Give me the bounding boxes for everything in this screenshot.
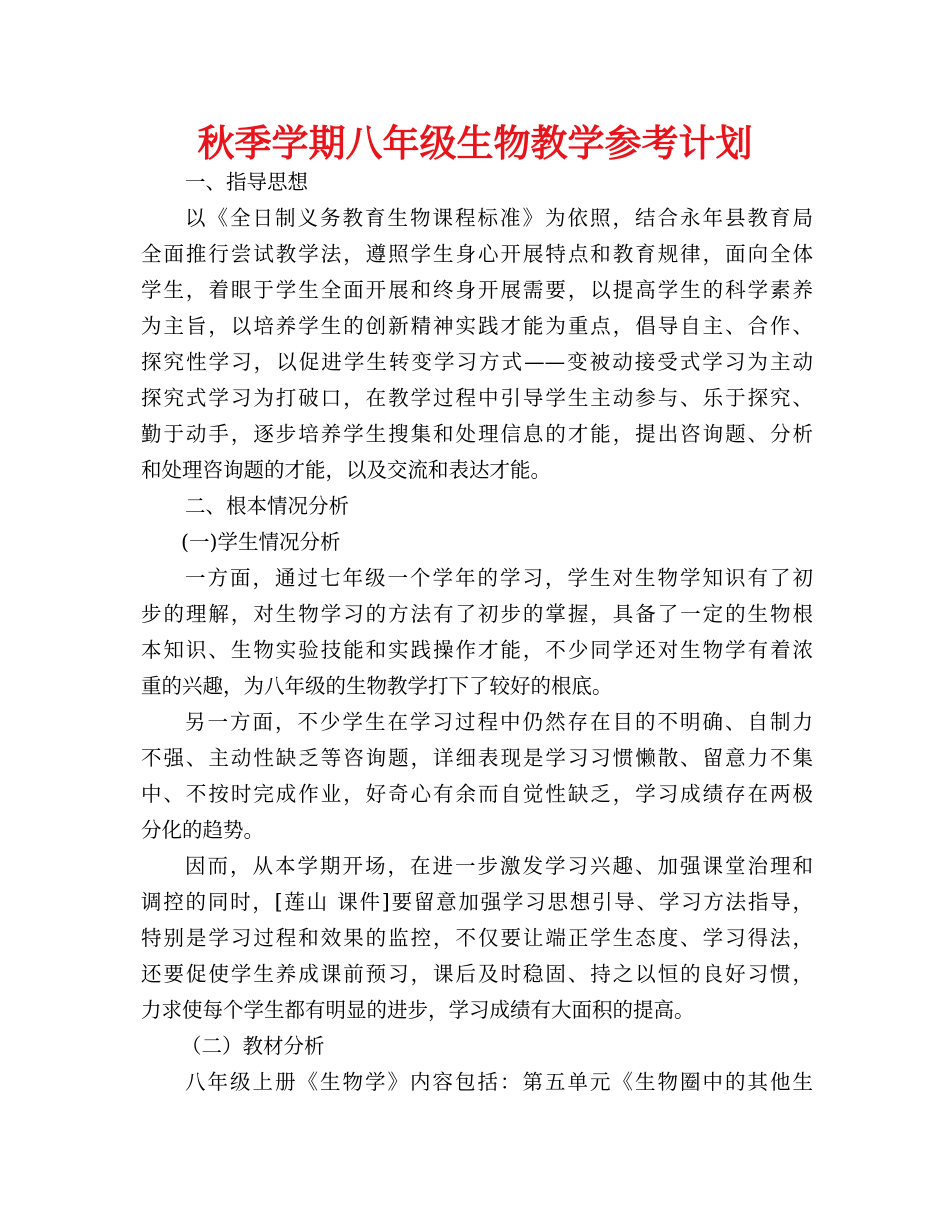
text-line: 另一方面，不少学生在学习过程中仍然存在目的不明确、自制力	[185, 710, 813, 734]
paragraph-textbook-analysis	[141, 1064, 813, 1100]
text-line: 全面推行尝试教学法，遵照学生身心开展特点和教育规律，面向全体	[141, 242, 813, 266]
text-line: 重的兴趣，为八年级的生物教学打下了较好的根底。	[141, 674, 613, 698]
text-line: 步的理解，对生物学习的方法有了初步的掌握，具备了一定的生物根	[141, 602, 813, 626]
text-line: 力求使每个学生都有明显的进步，学习成绩有大面积的提高。	[141, 998, 695, 1022]
paragraph-student-analysis-3	[141, 848, 813, 1028]
text-line: 勤于动手，逐步培养学生搜集和处理信息的才能，提出咨询题、分析	[141, 422, 813, 446]
subsection-heading-textbook-analysis: （二）教材分析	[181, 1034, 325, 1058]
text-line: 学生，着眼于学生全面开展和终身开展需要，以提高学生的科学素养	[141, 278, 813, 302]
document-body	[141, 164, 813, 1100]
paragraph-student-analysis-2	[141, 704, 813, 848]
text-line: 八年级上册《生物学》内容包括：第五单元《生物圈中的其他生	[185, 1070, 813, 1094]
text-line: 探究性学习，以促进学生转变学习方式——变被动接受式学习为主动	[141, 350, 813, 374]
paragraph-guiding-thought	[141, 200, 813, 488]
text-line: 不强、主动性缺乏等咨询题，详细表现是学习习惯懒散、留意力不集	[141, 746, 813, 770]
text-line: 为主旨，以培养学生的创新精神实践才能为重点，倡导自主、合作、	[141, 314, 813, 338]
text-line: 特别是学习过程和效果的监控，不仅要让端正学生态度、学习得法，	[141, 926, 813, 950]
text-line: 一方面，通过七年级一个学年的学习，学生对生物学知识有了初	[185, 566, 813, 590]
document-title: 秋季学期八年级生物教学参考计划	[197, 122, 753, 165]
text-line: 调控的同时，[莲山 课件]要留意加强学习思想引导、学习方法指导，	[141, 890, 813, 914]
section-heading-guiding-thought: 一、指导思想	[185, 170, 308, 194]
paragraph-student-analysis-1	[141, 560, 813, 704]
subsection-heading-student-analysis: (一)学生情况分析	[181, 530, 341, 554]
section-heading-basic-analysis: 二、根本情况分析	[185, 494, 349, 518]
text-line: 探究式学习为打破口，在教学过程中引导学生主动参与、乐于探究、	[141, 386, 813, 410]
text-line: 还要促使学生养成课前预习，课后及时稳固、持之以恒的良好习惯，	[141, 962, 813, 986]
text-line: 中、不按时完成作业，好奇心有余而自觉性缺乏，学习成绩存在两极	[141, 782, 813, 806]
text-line: 和处理咨询题的才能，以及交流和表达才能。	[141, 458, 551, 482]
text-line: 以《全日制义务教育生物课程标准》为依照，结合永年县教育局	[185, 206, 813, 230]
text-line: 分化的趋势。	[141, 818, 264, 842]
text-line: 因而，从本学期开场，在进一步激发学习兴趣、加强课堂治理和	[185, 854, 813, 878]
text-line: 本知识、生物实验技能和实践操作才能，不少同学还对生物学有着浓	[141, 638, 813, 662]
